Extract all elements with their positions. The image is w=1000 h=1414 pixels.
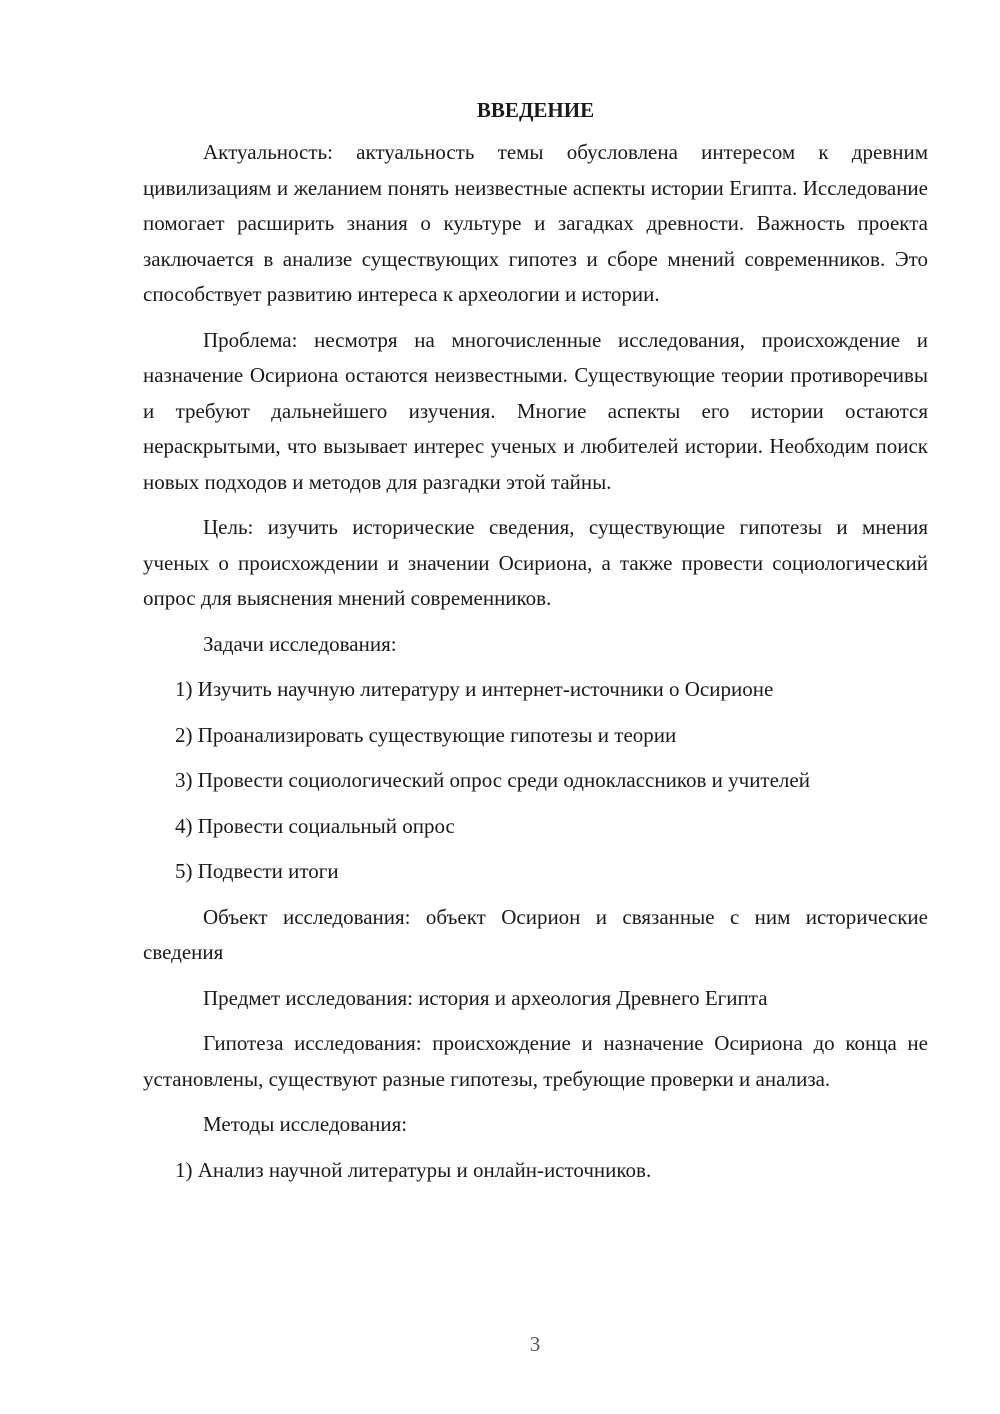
subject-paragraph: Предмет исследования: история и археология Древнего Египта (203, 985, 768, 1010)
page-number: 3 (529, 1332, 541, 1356)
list-item: 5) Подвести итоги (175, 859, 339, 883)
hypothesis-paragraph: Гипотеза исследования: происхождение и назначение Осириона до конца не установлены, существуют разные гипотезы, требующие проверки и анализа. (143, 1031, 928, 1091)
relevance-paragraph: Актуальность: актуальность темы обусловлена интересом к древним цивилизациям и желанием понять неизвестные аспекты истории Египта. Исследование помогает расширить знания о культуре и загадках древности. Важность проекта заключается в анализе существующих гипотез и сборе мнений современников. Это способствует развитию интереса к археологии и истории. (143, 140, 928, 306)
methods-heading: Методы исследования: (203, 1112, 408, 1136)
list-item: 1) Анализ научной литературы и онлайн-источников. (175, 1157, 652, 1182)
list-item: 4) Провести социальный опрос (175, 813, 455, 838)
goal-paragraph: Цель: изучить исторические сведения, существующие гипотезы и мнения ученых о происхождении и значении Осириона, а также провести социологический опрос для выяснения мнений современников. (143, 515, 928, 610)
section-title: ВВЕДЕНИЕ (476, 98, 595, 122)
methods-list (143, 1153, 928, 1189)
tasks-heading: Задачи исследования: (203, 631, 397, 656)
list-item: 1) Изучить научную литературу и интернет-источники о Осирионе (175, 677, 774, 701)
list-item: 3) Провести социологический опрос среди одноклассников и учителей (175, 768, 810, 792)
page-content (143, 93, 928, 1198)
object-paragraph: Объект исследования: объект Осирион и связанные с ним исторические сведения (143, 904, 928, 964)
tasks-list (143, 672, 928, 890)
list-item: 2) Проанализировать существующие гипотезы и теории (175, 722, 677, 747)
problem-paragraph: Проблема: несмотря на многочисленные исследования, происхождение и назначение Осириона остаются неизвестными. Существующие теории противоречивы и требуют дальнейшего изучения. Многие аспекты его истории остаются нераскрытыми, что вызывает интерес ученых и любителей истории. Необходим поиск новых подходов и методов для разгадки этой тайны. (143, 327, 928, 494)
